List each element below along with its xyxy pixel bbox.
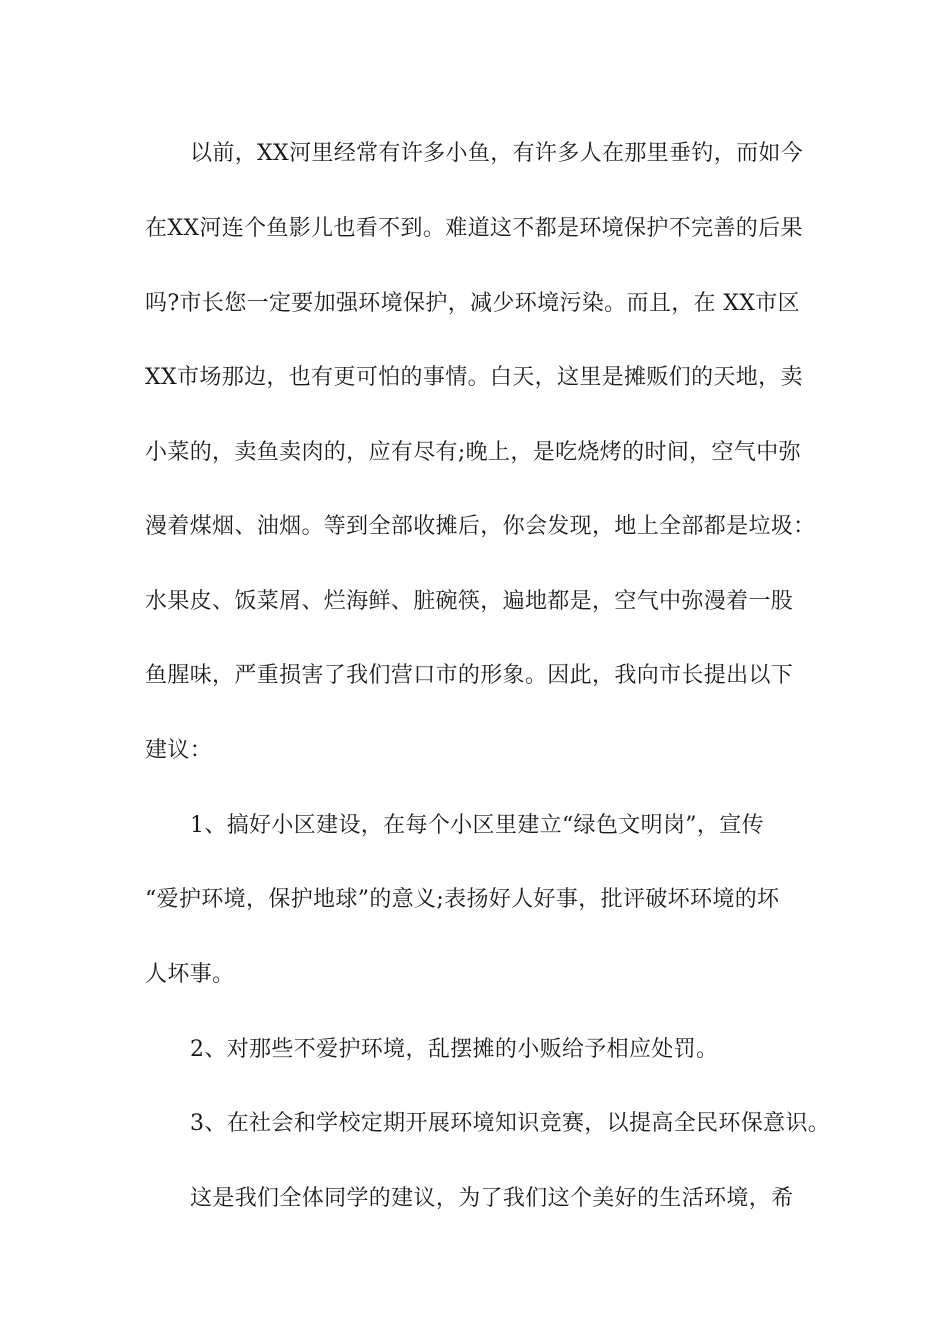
list-item-1: 1、搞好小区建设，在每个小区里建立“绿色文明岗”，宣传 bbox=[190, 813, 764, 838]
list-item-2: 2、对那些不爱护环境，乱摆摊的小贩给予相应处罚。 bbox=[190, 1037, 719, 1062]
text-line: 在XX河连个鱼影儿也看不到。难道这不都是环境保护不完善的后果 bbox=[145, 216, 803, 241]
text-line: “爱护环境，保护地球”的意义;表扬好人好事，批评破坏环境的坏 bbox=[145, 887, 780, 912]
text-line: 鱼腥味，严重损害了我们营口市的形象。因此，我向市长提出以下 bbox=[145, 663, 794, 688]
text-line: 漫着煤烟、油烟。等到全部收摊后，你会发现，地上全部都是垃圾： bbox=[145, 514, 816, 539]
list-item-3: 3、在社会和学校定期开展环境知识竞赛，以提高全民环保意识。 bbox=[190, 1111, 831, 1136]
text-line: 人坏事。 bbox=[145, 962, 235, 987]
text-line: XX市场那边，也有更可怕的事情。白天，这里是摊贩们的天地，卖 bbox=[145, 365, 803, 390]
text-line: 以前，XX河里经常有许多小鱼，有许多人在那里垂钓，而如今 bbox=[190, 141, 804, 166]
text-line: 建议： bbox=[145, 738, 213, 763]
text-line: 小菜的，卖鱼卖肉的，应有尽有;晚上，是吃烧烤的时间，空气中弥 bbox=[145, 440, 801, 465]
text-line: 吗?市长您一定要加强环境保护，减少环境污染。而且，在 XX市区 bbox=[145, 291, 800, 316]
text-line: 水果皮、饭菜屑、烂海鲜、脏碗筷，遍地都是，空气中弥漫着一股 bbox=[145, 589, 794, 614]
text-line: 这是我们全体同学的建议，为了我们这个美好的生活环境，希 bbox=[190, 1186, 794, 1211]
